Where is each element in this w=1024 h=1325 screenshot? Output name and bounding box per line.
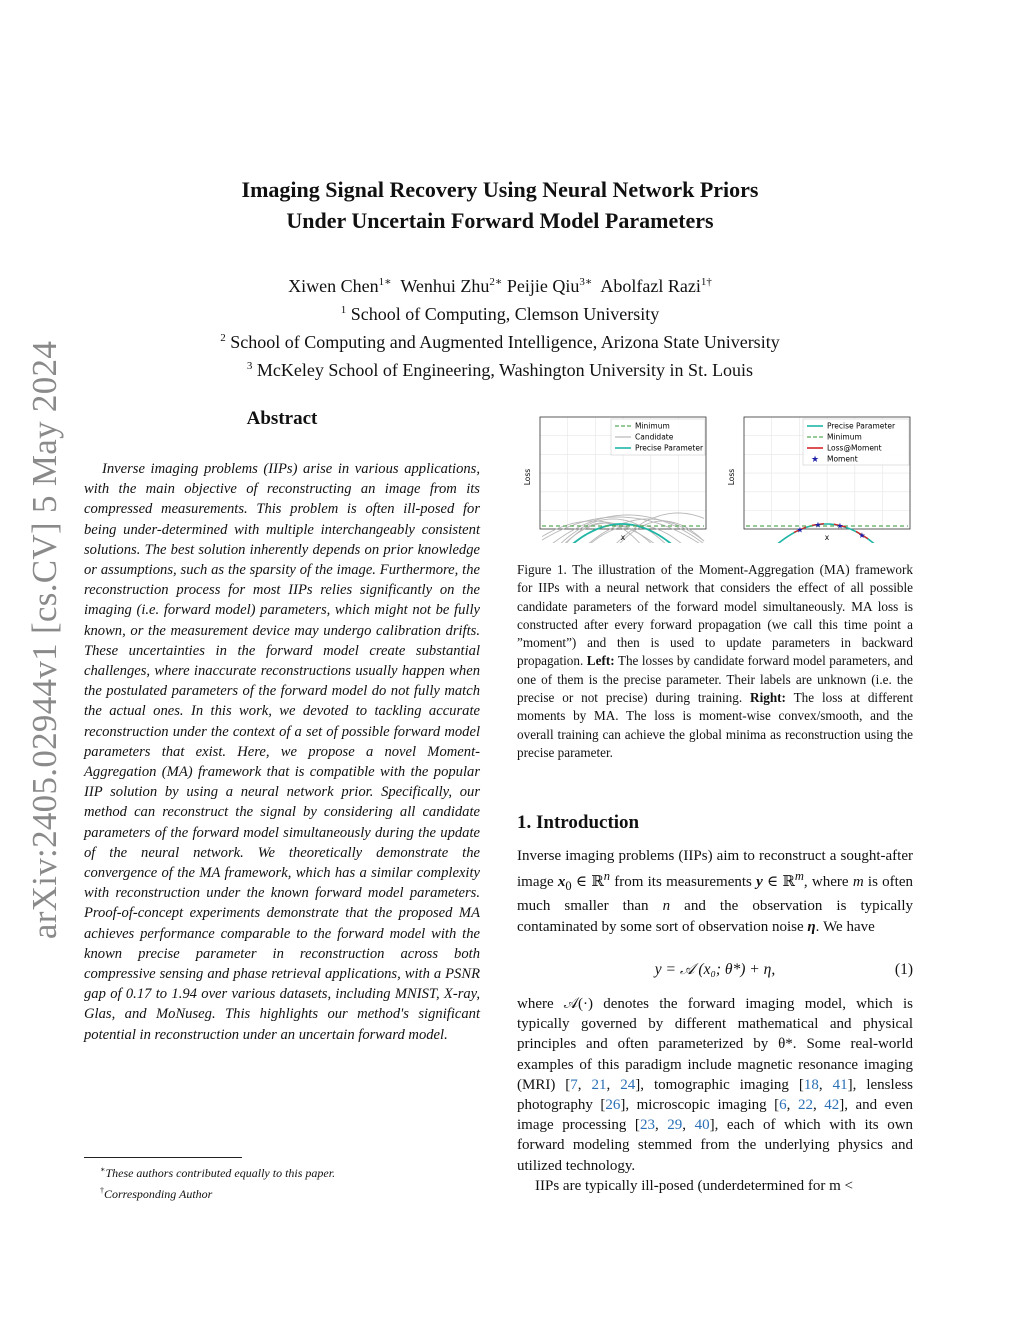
right-legend-moment: Moment: [827, 454, 858, 464]
paper-title: [120, 174, 880, 236]
author-1-mark: 1∗: [378, 276, 392, 288]
left-x-label: x: [620, 533, 626, 542]
citation-42[interactable]: 42: [824, 1097, 840, 1114]
affiliation-2: $^2$ School of Computing and Augmented Intelligence, Arizona State University: [220, 332, 780, 352]
intro-paragraph-3: IIPs are typically ill-posed (underdetermined for m <: [535, 1178, 853, 1194]
moment-star-icon: ★: [836, 521, 844, 531]
caption-right-label: Right:: [750, 690, 786, 706]
footnotes: [84, 1161, 480, 1203]
affiliation-3: $^3$ McKeley School of Engineering, Washington University in St. Louis: [246, 360, 754, 380]
figure-right-panel: [722, 413, 912, 543]
author-3-mark: 3∗: [579, 276, 593, 288]
title-line-1: Imaging Signal Recovery Using Neural Network Priors: [241, 177, 759, 202]
citation-26[interactable]: 26: [605, 1097, 621, 1114]
left-legend-precise: Precise Parameter: [635, 443, 704, 453]
equation-1-number: (1): [894, 961, 913, 978]
abstract-heading: Abstract: [246, 408, 318, 429]
citation-23[interactable]: 23: [639, 1117, 655, 1134]
footnote-1: ∗These authors contributed equally to this paper.: [100, 1165, 336, 1180]
section-heading-introduction: 1. Introduction: [517, 812, 640, 833]
equation-1: [517, 961, 913, 985]
author-4-mark: 1†: [700, 276, 712, 288]
affiliation-1: $^1$ School of Computing, Clemson University: [340, 304, 660, 324]
author-2: Wenhui Zhu: [400, 276, 490, 296]
intro-paragraph-1: Inverse imaging problems (IIPs) aim to reconstruct a sought-after image $x_0$ ∈ ℝ$^n$ from its measurements y ∈ ℝ$^m$, where m is often much smaller than n and the observation is typically contaminated by some sort of observation noise η. We have: [517, 848, 913, 935]
author-names: [120, 270, 880, 298]
citation-6[interactable]: 6: [779, 1097, 787, 1114]
author-2-mark: 2∗: [489, 276, 503, 288]
citation-40[interactable]: 40: [694, 1117, 710, 1134]
caption-left-label: Left:: [586, 653, 615, 669]
title-line-2: Under Uncertain Forward Model Parameters: [286, 208, 714, 233]
citation-24[interactable]: 24: [620, 1076, 636, 1093]
footnote-rule: [84, 1157, 242, 1158]
figure-caption: Figure 1. The illustration of the Moment-Aggregation (MA) framework for IIPs with a neural network that considers the effect of all possible candidate parameters of the forward model simultaneously. MA loss is constructed after every forward propagation (we call this time point a ”moment”) and then is used to update parameters in backward propagation. Left: The losses by candidate forward model parameters, and one of them is the precise parameter. Their labels are unknown (i.e. the precise or not precise) during training. Right: The loss at different moments by MA. The loss is moment-wise convex/smooth, and the overall training can achieve the global minima as reconstruction using the precise parameter.: [517, 562, 914, 760]
intro-paragraph-2: where 𝒜(·) denotes the forward imaging model, which is typically governed by different mathematical and physical principles and often parameterized by θ*. Some real-world examples of this paradigm include magnetic resonance imaging (MRI) [7, 21, 24], tomographic imaging [18, 41], lensless photography [26], microscopic imaging [6, 22, 42], and even image processing [23, 29, 40], each of which with its own forward modeling stemmed from the underlying physics and utilized technology.: [517, 996, 914, 1174]
author-3: Peijie Qiu: [506, 276, 580, 296]
moment-star-icon: ★: [810, 455, 820, 465]
citation-7[interactable]: 7: [570, 1076, 578, 1093]
citation-29[interactable]: 29: [667, 1117, 683, 1134]
equation-1-body: y = 𝒜 (x₀; θ*) + η,: [654, 961, 776, 978]
author-4: Abolfazl Razi: [600, 276, 701, 296]
figure-left-panel: [518, 413, 708, 543]
citation-21[interactable]: 21: [591, 1076, 607, 1093]
footnote-2: †Corresponding Author: [100, 1186, 213, 1201]
moment-star-icon: ★: [796, 525, 804, 535]
left-y-label: Loss: [523, 468, 532, 486]
moment-star-icon: ★: [814, 520, 822, 530]
abstract-text: Inverse imaging problems (IIPs) arise in various applications, with the main objective of reconstructing an image from its compressed measurements. This problem is often ill-posed for being under-determined with multiple interchangeably consistent solutions. The best solution inherently depends on prior knowledge or assumptions, such as the sparsity of the image. Furthermore, the reconstruction process for most IIPs relies significantly on the imaging (i.e. forward model) parameters, which might not be fully known, or the measurement device may undergo calibration drifts. These uncertainties in the forward model create substantial challenges, where inaccurate reconstructions usually happen when the postulated parameters of the forward model do not fully match the actual ones. In this work, we devoted to tackling accurate reconstruction under the context of a set of possible forward model parameters that exist. Here, we propose a novel Moment-Aggregation (MA) framework that is compatible with the popular IIP solution by using a neural network prior. Specifically, our method can reconstruct the signal by considering all candidate parameters of the forward model simultaneously during the update of the neural network. We theoretically demonstrate the convergence of the MA framework, which has a similar complexity with reconstruction under the known forward model parameters. Proof-of-concept experiments demonstrate that the proposed MA achieves performance comparable to the forward model with the known precise parameter in reconstruction across both compressive sensing and phase retrieval applications, with a PSNR gap of 0.17 to 1.94 over various datasets, including MNIST, X-ray, Glas, and MoNuseg. This highlights our method's significant potential in reconstruction under an uncertain forward model.: [84, 461, 480, 1043]
author-1: Xiwen Chen: [288, 276, 379, 296]
right-x-label: x: [824, 533, 830, 542]
citation-41[interactable]: 41: [832, 1076, 848, 1093]
citation-22[interactable]: 22: [797, 1097, 813, 1114]
right-y-label: Loss: [727, 468, 736, 486]
left-legend-minimum: Minimum: [635, 421, 670, 431]
arxiv-stamp: arXiv:2405.02944v1 [cs.CV] 5 May 2024: [25, 340, 65, 940]
left-legend-candidate: Candidate: [635, 432, 674, 442]
author-block: [120, 270, 880, 382]
right-legend-precise: Precise Parameter: [827, 421, 896, 431]
moment-star-icon: ★: [858, 531, 866, 541]
right-legend-loss-moment: Loss@Moment: [827, 443, 882, 453]
figure-1: [518, 413, 912, 543]
right-legend-minimum: Minimum: [827, 432, 862, 442]
citation-18[interactable]: 18: [803, 1076, 819, 1093]
